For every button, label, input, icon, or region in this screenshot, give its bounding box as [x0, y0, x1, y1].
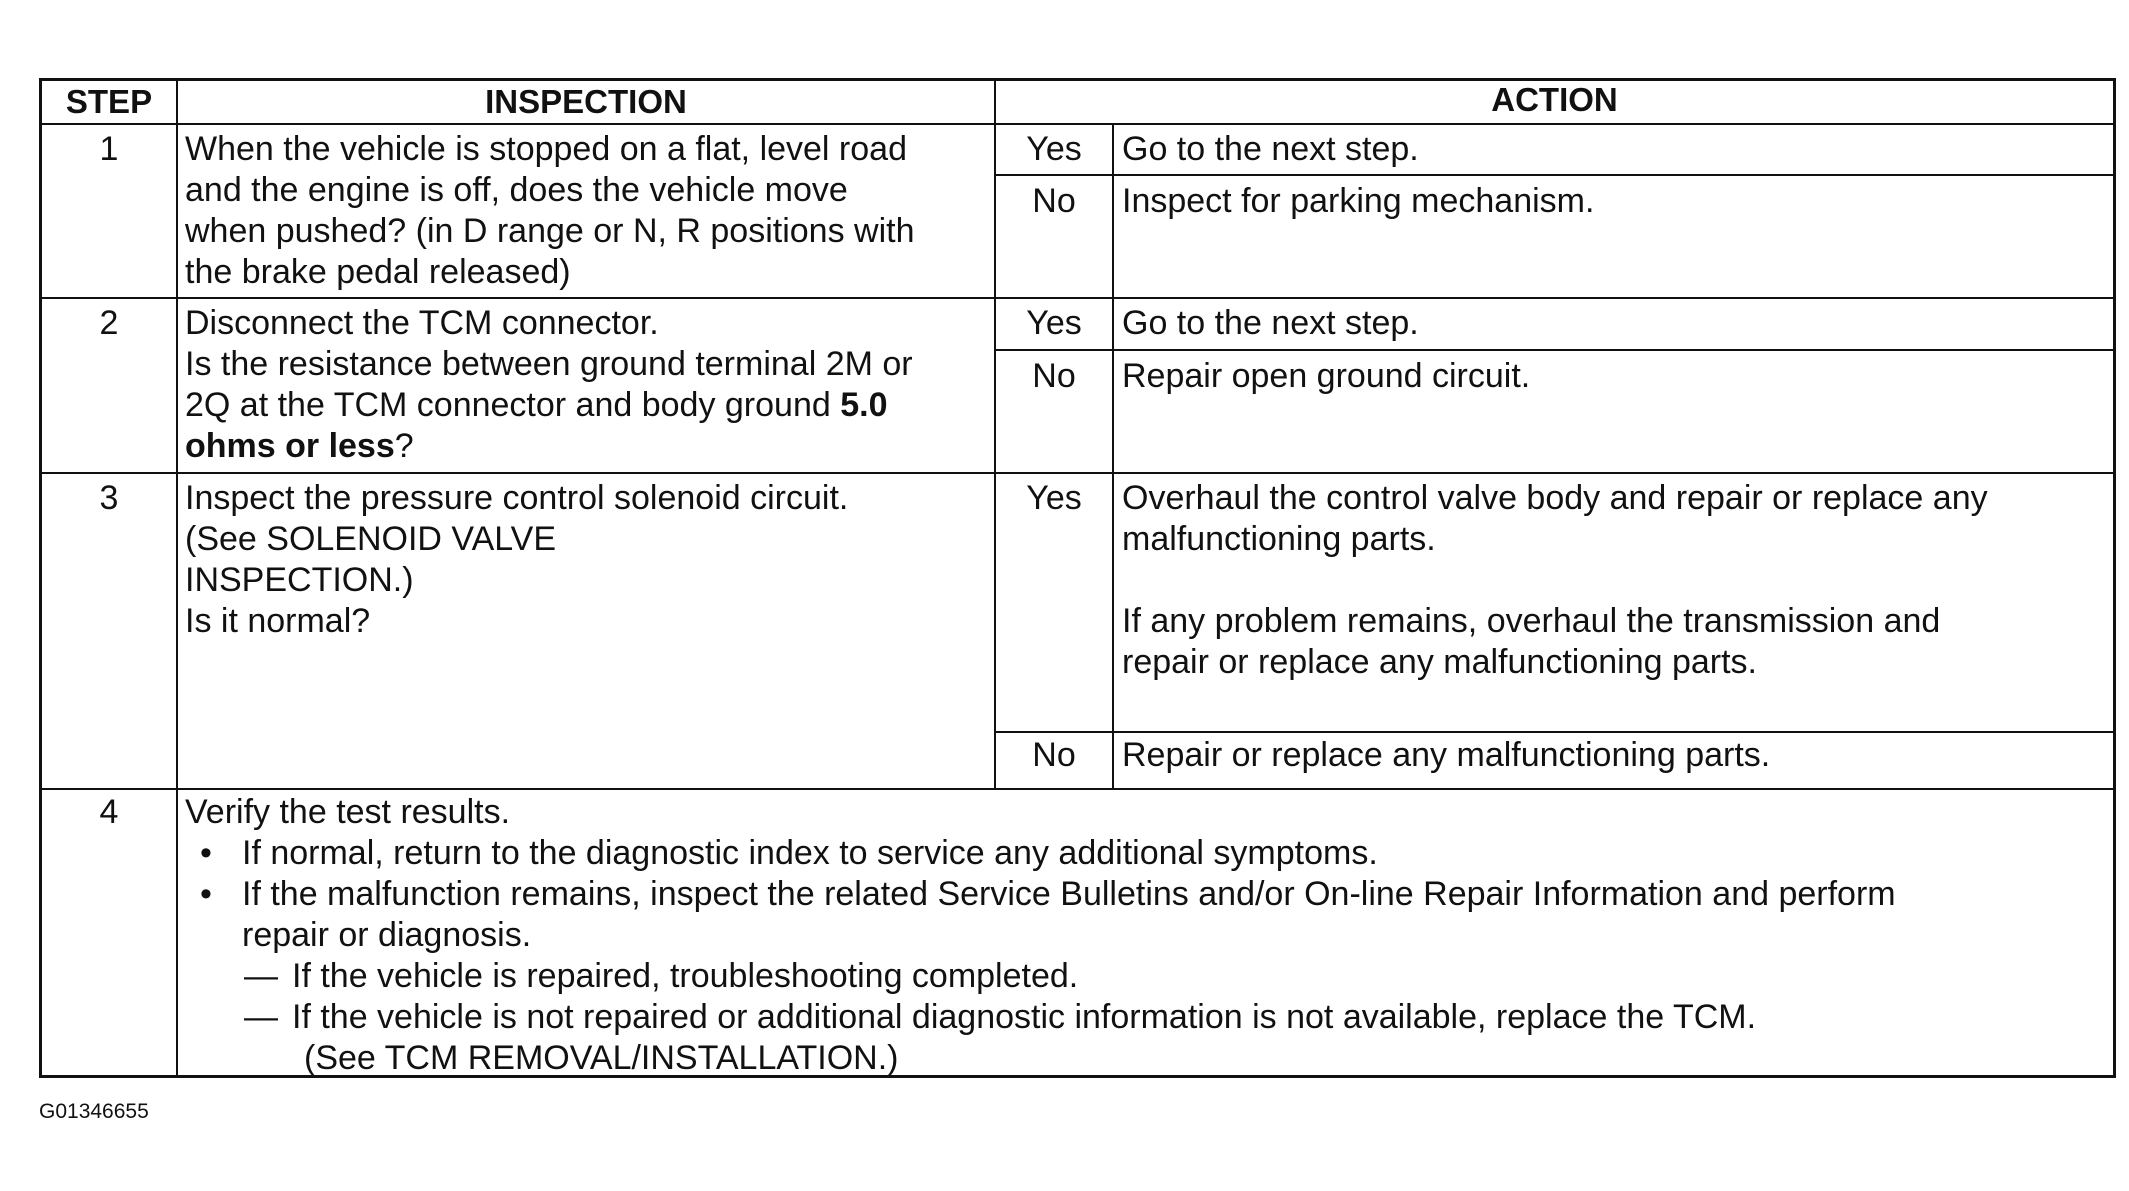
divider	[994, 349, 2113, 351]
no-action: Inspect for parking mechanism.	[1122, 182, 1595, 220]
inspection-text: INSPECTION.)	[185, 561, 414, 599]
header-inspection: INSPECTION	[485, 83, 687, 120]
yes-action: If any problem remains, overhaul the transmission and	[1122, 602, 1941, 640]
yes-action: malfunctioning parts.	[1122, 520, 1436, 558]
yes-label: Yes	[1026, 304, 1082, 342]
inspection-text	[185, 426, 414, 467]
inspection-text: when pushed? (in D range or N, R positions with	[185, 212, 915, 250]
no-label: No	[1032, 357, 1076, 395]
yes-action: Go to the next step.	[1122, 130, 1419, 168]
yes-label: Yes	[1026, 130, 1082, 168]
divider	[1112, 123, 1114, 790]
figure-code: G01346655	[39, 1100, 149, 1123]
inspection-value: ohms or less	[185, 427, 395, 465]
yes-label: Yes	[1026, 479, 1082, 517]
divider	[42, 123, 2113, 125]
divider	[994, 731, 2113, 733]
diagnostic-table	[39, 78, 2116, 1078]
no-action: Repair open ground circuit.	[1122, 357, 1531, 395]
inspection-text: When the vehicle is stopped on a flat, level road	[185, 130, 907, 168]
inspection-text	[185, 385, 888, 426]
divider	[994, 174, 2113, 176]
inspection-text-part: 2Q at the TCM connector and body ground	[185, 386, 831, 424]
bullet-marker: •	[200, 875, 212, 913]
inspection-text: and the engine is off, does the vehicle move	[185, 171, 848, 209]
step-number: 4	[99, 793, 119, 831]
yes-action: Overhaul the control valve body and repair or replace any	[1122, 479, 1988, 517]
inspection-text: Disconnect the TCM connector.	[185, 304, 659, 342]
no-label: No	[1032, 736, 1076, 774]
inspection-text: Inspect the pressure control solenoid circuit.	[185, 479, 849, 517]
dash-note: (See TCM REMOVAL/INSTALLATION.)	[304, 1039, 899, 1077]
divider	[42, 297, 2113, 299]
yes-action: repair or replace any malfunctioning parts.	[1122, 643, 1757, 681]
inspection-text: the brake pedal released)	[185, 253, 571, 291]
dash-text: If the vehicle is not repaired or additional diagnostic information is not available, replace the TCM.	[292, 998, 1757, 1036]
yes-action: Go to the next step.	[1122, 304, 1419, 342]
header-action: ACTION	[1491, 81, 1618, 118]
divider	[42, 472, 2113, 474]
dash-marker: —	[244, 998, 278, 1036]
bullet-text: If normal, return to the diagnostic index to service any additional symptoms.	[242, 834, 1378, 872]
inspection-value: 5.0	[840, 386, 888, 424]
bullet-text: repair or diagnosis.	[242, 916, 532, 954]
divider	[176, 81, 178, 1075]
bullet-marker: •	[200, 834, 212, 872]
dash-text: If the vehicle is repaired, troubleshooting completed.	[292, 957, 1079, 995]
divider	[42, 788, 2113, 790]
step-number: 1	[99, 130, 119, 168]
step-number: 2	[99, 304, 119, 342]
dash-marker: —	[244, 957, 278, 995]
inspection-text: Is it normal?	[185, 602, 371, 640]
header-step: STEP	[65, 83, 153, 120]
bullet-text: If the malfunction remains, inspect the related Service Bulletins and/or On-line Repair Information and perform	[242, 875, 1896, 913]
inspection-text-part: ?	[394, 427, 414, 465]
no-action: Repair or replace any malfunctioning parts.	[1122, 736, 1771, 774]
step-number: 3	[99, 479, 119, 517]
inspection-text: Is the resistance between ground terminal 2M or	[185, 345, 913, 383]
no-label: No	[1032, 182, 1076, 220]
step-intro: Verify the test results.	[185, 793, 511, 831]
inspection-text: (See SOLENOID VALVE	[185, 520, 556, 558]
